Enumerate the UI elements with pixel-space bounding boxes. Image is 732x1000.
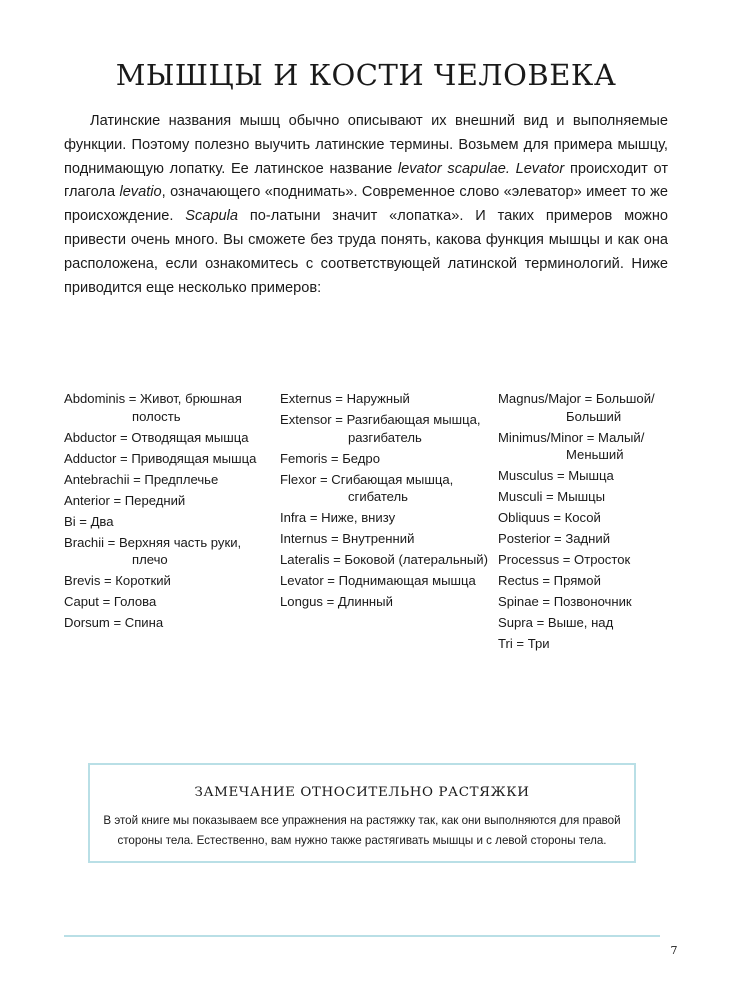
stretch-note-box xyxy=(88,763,636,863)
glossary-term: Brachii = Верхняя часть руки, плечо xyxy=(64,534,242,567)
glossary-term: Dorsum = Спина xyxy=(64,615,164,630)
glossary-term: Musculus = Мышца xyxy=(498,468,614,483)
glossary-term: Abductor = Отводящая мышца xyxy=(64,429,249,445)
intro-italic-2: levatio xyxy=(119,184,162,201)
glossary-term: Levator = Поднимающая мышца xyxy=(280,573,476,588)
glossary-term: Caput = Голова xyxy=(64,594,157,609)
stretch-note-text xyxy=(90,811,634,850)
glossary-term: Bi = Два xyxy=(64,513,114,529)
glossary-column-1 xyxy=(64,390,280,656)
intro-paragraph xyxy=(64,110,668,300)
glossary-term: Brevis = Короткий xyxy=(64,573,171,588)
glossary-term: Antebrachii = Предплечье xyxy=(64,471,219,487)
page-title: МЫШЦЫ И КОСТИ ЧЕЛОВЕКА xyxy=(115,58,617,92)
glossary-term: Posterior = Задний xyxy=(498,531,611,546)
intro-text-1: Латинские названия мышц обычно описывают их внешний вид и выполняемые функции. Поэтому полезно выучить латинские термины. Возьмем для примера мышцу, поднимающую лопатку. Ее латинское название xyxy=(64,113,668,177)
glossary-term: Lateralis = Боковой (латеральный) xyxy=(280,552,488,567)
glossary-term: Rectus = Прямой xyxy=(498,573,601,588)
stretch-note-line: В этой книге мы показываем все упражнения на растяжку так, как они выполняются для правой xyxy=(103,814,621,827)
glossary-column-2 xyxy=(280,390,498,656)
intro-text-4: по-латыни значит «лопатка». И таких примеров можно привести очень много. Вы сможете без труда понять, какова функция мышцы и как она расположена, если ознакомитесь с соответствующей латинской терминологий. Ниже приводится еще несколько примеров: xyxy=(64,208,668,296)
stretch-note-title: ЗАМЕЧАНИЕ ОТНОСИТЕЛЬНО РАСТЯЖКИ xyxy=(194,785,530,800)
glossary-term: Extensor = Разгибающая мышца, разгибатель xyxy=(280,412,481,445)
intro-text-2: происходит от глагола xyxy=(64,160,669,201)
glossary-term: Musculi = Мышцы xyxy=(498,489,606,504)
glossary-term: Infra = Ниже, внизу xyxy=(280,510,396,525)
footer-rule xyxy=(64,935,660,937)
glossary-term: Supra = Выше, над xyxy=(498,615,614,630)
glossary-term: Anterior = Передний xyxy=(64,492,186,508)
glossary-term: Longus = Длинный xyxy=(280,594,393,609)
glossary-term: Obliquus = Косой xyxy=(498,510,601,525)
intro-italic-1: levator scapulae. Levator xyxy=(397,160,565,177)
glossary-term: Magnus/Major = Большой/ Больший xyxy=(498,391,655,424)
glossary-term: Flexor = Сгибающая мышца, сгибатель xyxy=(280,471,454,504)
glossary xyxy=(64,390,674,656)
intro-text-3: , означающего «поднимать». Современное слово «элеватор» имеет то же происхождение. xyxy=(64,184,668,225)
glossary-term: Adductor = Приводящая мышца xyxy=(64,450,257,466)
glossary-column-3 xyxy=(498,390,674,656)
glossary-term: Externus = Наружный xyxy=(280,391,410,406)
page-number: 7 xyxy=(670,944,678,957)
glossary-term: Abdominis = Живот, брюшная полость xyxy=(64,391,242,424)
glossary-term: Processus = Отросток xyxy=(498,552,631,567)
glossary-term: Tri = Три xyxy=(498,636,550,651)
glossary-term: Internus = Внутренний xyxy=(280,531,415,546)
glossary-term: Spinae = Позвоночник xyxy=(498,594,632,609)
glossary-term: Minimus/Minor = Малый/ Меньший xyxy=(498,429,645,462)
intro-italic-3: Scapula xyxy=(185,208,239,225)
stretch-note-line: стороны тела. Естественно, вам нужно также растягивать мышцы и с левой стороны тела. xyxy=(117,833,607,847)
glossary-term: Femoris = Бедро xyxy=(280,450,380,466)
